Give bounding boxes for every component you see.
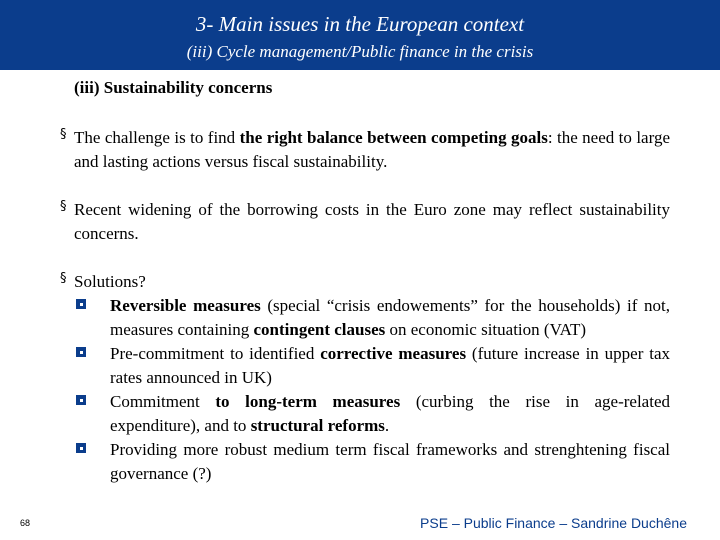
sub-bullet-item: Reversible measures (special “crisis endowements” for the households) if not, measures containing contingent clauses on economic situation (VAT) [74,294,670,342]
slide-header [0,0,720,70]
page-number: 68 [20,518,31,528]
sub-bullet-item: Pre-commitment to identified corrective measures (future increase in upper tax rates announced in UK) [74,342,670,390]
sub-bullet-item: Providing more robust medium term fiscal frameworks and strenghtening fiscal governance (?) [74,438,670,486]
bullet-text: The challenge is to find the right balance between competing goals: the need to large and lasting actions versus fiscal sustainability. [74,128,670,171]
slide-title: 3- Main issues in the European context [195,12,525,36]
bullet-item [60,270,670,486]
bullet-marker-icon: § [60,199,67,214]
checkbox-bullet-icon [76,443,86,453]
bullet-text: Solutions? [74,272,146,291]
sub-bullet-item: Commitment to long-term measures (curbing the rise in age-related expenditure), and to structural reforms. [74,390,670,438]
bullet-marker-icon: § [60,271,67,286]
bullet-text: Recent widening of the borrowing costs in the Euro zone may reflect sustainability concerns. [74,200,670,243]
footer-credit: PSE – Public Finance – Sandrine Duchêne [420,515,687,531]
checkbox-bullet-icon [76,395,86,405]
bullet-item [60,198,670,246]
checkbox-bullet-icon [76,347,86,357]
slide-subtitle: (iii) Cycle management/Public finance in the crisis [186,42,534,61]
bullet-marker-icon: § [60,127,67,142]
bullet-item [60,126,670,174]
section-heading: (iii) Sustainability concerns [74,78,273,97]
checkbox-bullet-icon [76,299,86,309]
